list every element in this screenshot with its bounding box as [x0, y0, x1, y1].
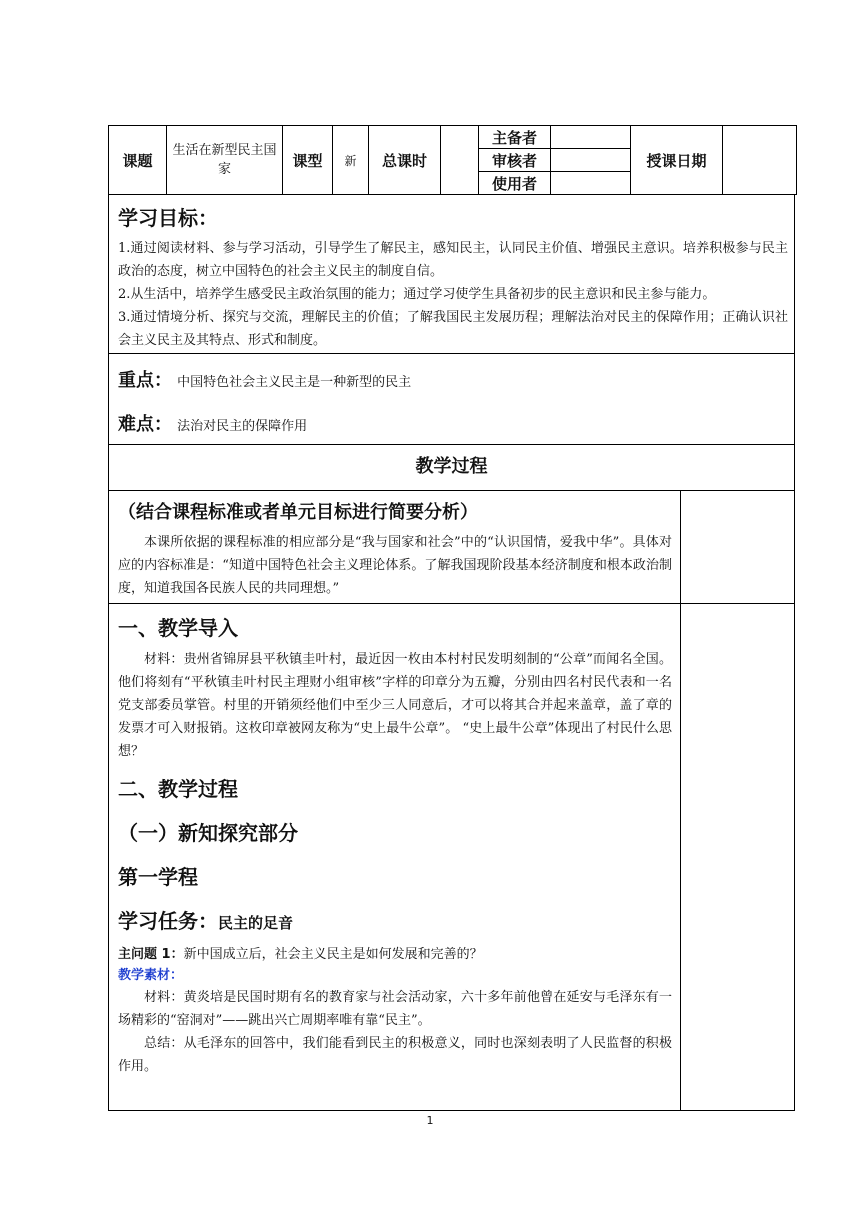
material-label: 教学素材： — [118, 968, 184, 983]
key-point-label: 重点： — [118, 370, 172, 391]
process-title-row — [108, 445, 795, 491]
task-name: 民主的足音 — [218, 914, 294, 932]
preparer-label: 主备者 — [479, 126, 551, 149]
teaching-date-value — [723, 126, 797, 195]
goal-item-2: 2.从生活中，培养学生感受民主政治氛围的能力；通过学习使学生具备初步的民主意识和民主参与能力。 — [118, 287, 716, 302]
key-point-text: 中国特色社会主义民主是一种新型的民主 — [177, 375, 412, 390]
difficulty-label: 难点： — [118, 414, 172, 435]
material-text: 材料：黄炎培是民国时期有名的教育家与社会活动家，六十多年前他曾在延安与毛泽东有一场精彩的“窑洞对”——跳出兴亡周期率唯有靠“民主”。 — [118, 990, 672, 1028]
reviewer-value — [551, 149, 631, 172]
total-hours-label: 总课时 — [369, 126, 441, 195]
goal-item-1: 1.通过阅读材料、参与学习活动，引导学生了解民主，感知民主，认同民主价值、增强民主意识。培养积极参与民主政治的态度，树立中国特色的社会主义民主的制度自信。 — [118, 241, 788, 279]
task-label: 学习任务： — [118, 909, 218, 933]
type-label: 课型 — [283, 126, 333, 195]
section-two-title: 二、教学过程 — [118, 777, 238, 801]
type-value: 新 — [333, 126, 369, 195]
key-difficulty-section — [108, 354, 795, 445]
user-label: 使用者 — [479, 172, 551, 195]
goal-item-3: 3.通过情境分析、探究与交流，理解民主的价值；了解我国民主发展历程；理解法治对民主的保障作用；正确认识社会主义民主及其特点、形式和制度。 — [118, 310, 788, 348]
intro-text: 材料：贵州省锦屏县平秋镇圭叶村，最近因一枚由本村村民发明刻制的“公章”而闻名全国。他们将刻有“平秋镇圭叶村民主理财小组审核”字样的印章分为五瓣，分别由四名村民代表和一名党支部委员掌管。村里的开销须经他们中至少三人同意后，才可以将其合并起来盖章，盖了章的发票才可入财报销。这枚印章被网友称为“史上最牛公章”。 “史上最牛公章”体现出了村民什么思想？ — [118, 652, 672, 759]
preparer-value — [551, 126, 631, 149]
teaching-date-label: 授课日期 — [631, 126, 723, 195]
section-two-one-title: （一）新知探究部分 — [118, 821, 298, 845]
topic-label: 课题 — [109, 126, 167, 195]
question-label: 主问题 1： — [118, 947, 184, 962]
lesson-header-table — [108, 125, 797, 195]
analysis-text: 本课所依据的课程标准的相应部分是“我与国家和社会”中的“认识国情，爱我中华”。具体对应的内容标准是：“知道中国特色社会主义理论体系。了解我国现阶段基本经济制度和根本政治制度，知道我国各民族人民的共同理想。” — [118, 535, 672, 596]
intro-title: 一、教学导入 — [118, 616, 238, 640]
learning-goals-section — [108, 195, 795, 354]
learning-goals-title: 学习目标： — [118, 206, 218, 230]
reviewer-label: 审核者 — [479, 149, 551, 172]
summary-text: 总结：从毛泽东的回答中，我们能看到民主的积极意义，同时也深刻表明了人民监督的积极作用。 — [118, 1036, 672, 1074]
stage-one-title: 第一学程 — [118, 865, 198, 889]
process-title: 教学过程 — [415, 456, 488, 477]
total-hours-value — [441, 126, 479, 195]
topic-value: 生活在新型民主国家 — [167, 126, 283, 195]
question-text: 新中国成立后，社会主义民主是如何发展和完善的？ — [183, 947, 483, 962]
page-number: 1 — [426, 1114, 434, 1127]
analysis-section — [108, 491, 795, 604]
user-value — [551, 172, 631, 195]
notes-column-divider — [680, 490, 681, 1110]
difficulty-text: 法治对民主的保障作用 — [177, 419, 308, 434]
analysis-title: （结合课程标准或者单元目标进行简要分析） — [118, 502, 478, 523]
main-process-section — [108, 604, 795, 1111]
